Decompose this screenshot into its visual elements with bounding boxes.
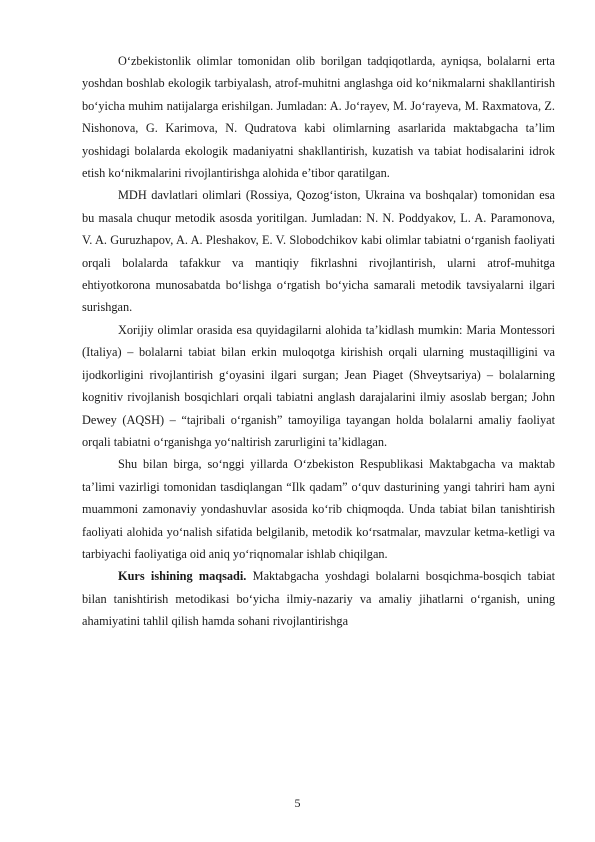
paragraph-text: O‘zbekistonlik olimlar tomonidan olib borilgan tadqiqotlarda, ayniqsa, bolalarni erta yoshdan boshlab ekologik tarbiyalash, atrof-muhitni anglashga oid ko‘nikmalarni shakllantirish bo‘yicha muhim natijalarga erishilgan. Jumladan: A. Jo‘rayev, M. Jo‘rayeva, M. Raxmatova, Z. Nishonova, G. Karimova, N. Qudratova kabi olimlarning asarlarida maktabgacha ta’lim yoshidagi bolalarda ekologik madaniyatni shakllantirish, kuzatish va tabiat hodisalarini idrok etish ko‘nikmalarini rivojlantirishga alohida e’tibor qaratilgan. — [82, 54, 555, 181]
paragraph-text: Maktabgacha yoshdagi bolalarni bosqichma-bosqich tabiat bilan tanishtirish metodikasi bo‘yicha ilmiy-nazariy va amaliy jihatlarni o‘rganish, uning ahamiyatini tahlil qilish hamda sohani rivojlantirishga — [82, 569, 555, 629]
paragraph-text: MDH davlatlari olimlari (Rossiya, Qozog‘iston, Ukraina va boshqalar) tomonidan esa bu masala chuqur metodik asosda yoritilgan. Jumladan: N. N. Poddyakov, L. A. Paramonova, V. A. Guruzhapov, A. A. Pleshakov, E. V. Slobodchikov kabi olimlar tabiatni o‘rganish faoliyati orqali bolalarda tafakkur va mantiqiy fikrlashni rivojlantirish, ularni atrof-muhitga ehtiyotkorona munosabatda bo‘lishga o‘rgatish bo‘yicha samarali metodik tavsiyalarni ilgari surishgan. — [82, 188, 555, 315]
paragraph-course-goal — [82, 565, 555, 632]
course-goal-heading: Kurs ishining maqsadi. — [118, 569, 247, 584]
paragraph-foreign-scholars — [82, 319, 555, 453]
document-body — [82, 50, 555, 633]
page-number: 5 — [294, 796, 301, 810]
paragraph-uzbek-scholars — [82, 50, 555, 184]
paragraph-ilk-qadam-program — [82, 453, 555, 565]
paragraph-text: Shu bilan birga, so‘nggi yillarda O‘zbekiston Respublikasi Maktabgacha va maktab ta’limi vazirligi tomonidan tasdiqlangan “Ilk qadam” o‘quv dasturining yangi tahriri ham ayni muammoni zamonaviy yondashuvlar asosida ko‘rib chiqmoqda. Unda tabiat bilan tanishtirish faoliyati alohida yo‘nalish sifatida belgilanib, metodik ko‘rsatmalar, mavzular ketma-ketligi va tarbiyachi faoliyatiga oid aniq yo‘riqnomalar ishlab chiqilgan. — [82, 457, 555, 561]
paragraph-text: Xorijiy olimlar orasida esa quyidagilarni alohida ta’kidlash mumkin: Maria Montessori (Italiya) – bolalarni tabiat bilan erkin muloqotga kirishish orqali ularning mustaqilligini va ijodkorligini rivojlantirish g‘oyasini ilgari surgan; Jean Piaget (Shveytsariya) – bolalarning kognitiv rivojlanish bosqichlari orqali tabiatni anglash darajalarini ilmiy asoslab bergan; John Dewey (AQSH) – “tajribali o‘rganish” tamoyiliga tayangan holda bolalarni amaliy faoliyat orqali tabiatni o‘rganishga yo‘naltirish zarurligini ta’kidlagan. — [82, 322, 555, 449]
paragraph-cis-scholars — [82, 184, 555, 318]
